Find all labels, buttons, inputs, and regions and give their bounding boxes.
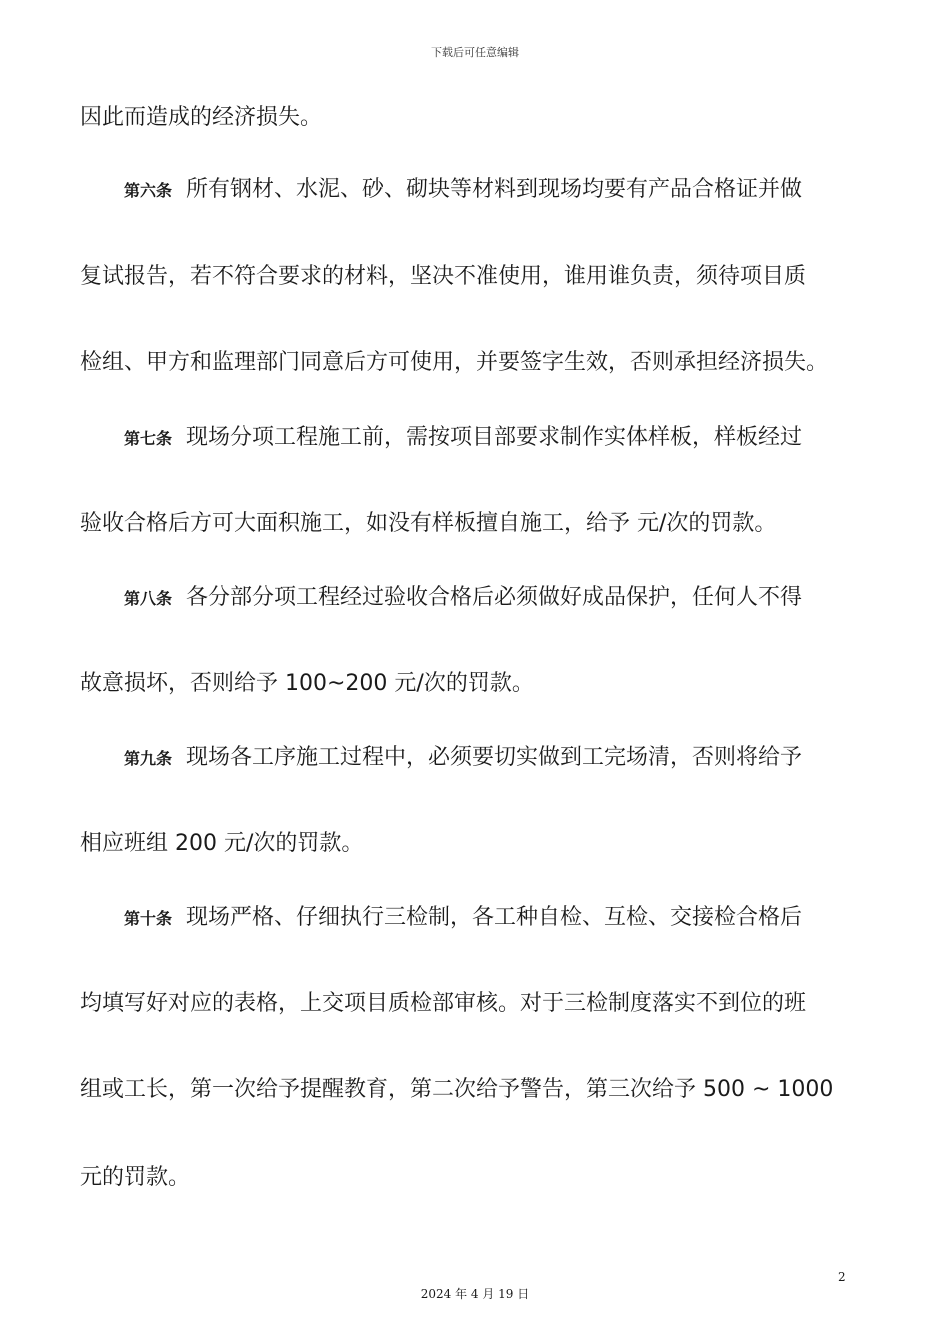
- article-line: [124, 743, 914, 774]
- text-line: [80, 1163, 870, 1193]
- line-text: 现场严格、仔细执行三检制，各工种自检、互检、交接检合格后: [186, 905, 803, 930]
- article-label: 第六条: [124, 181, 173, 200]
- line-text: 元的罚款。: [80, 1165, 191, 1190]
- page-header: 下载后可任意编辑: [431, 46, 519, 59]
- line-text: 因此而造成的经济损失。: [80, 105, 323, 130]
- line-text: 所有钢材、水泥、砂、砌块等材料到现场均要有产品合格证并做: [186, 177, 803, 202]
- line-text: 现场各工序施工过程中，必须要切实做到工完场清，否则将给予: [186, 745, 803, 770]
- text-line: [80, 669, 870, 699]
- text-line: [80, 103, 870, 133]
- line-text: 均填写好对应的表格，上交项目质检部审核。对于三检制度落实不到位的班: [80, 991, 807, 1016]
- line-text: 复试报告，若不符合要求的材料，坚决不准使用，谁用谁负责，须待项目质: [80, 264, 807, 289]
- line-text: 检组、甲方和监理部门同意后方可使用，并要签字生效，否则承担经济损失。: [80, 350, 829, 375]
- article-line: [124, 175, 914, 206]
- article-label: 第八条: [124, 589, 173, 608]
- text-line: [80, 348, 870, 378]
- text-line: [80, 829, 870, 859]
- text-line: [80, 509, 870, 539]
- line-text: 各分部分项工程经过验收合格后必须做好成品保护，任何人不得: [186, 585, 803, 610]
- text-line: [80, 262, 870, 292]
- article-line: [124, 583, 914, 614]
- article-line: [124, 903, 914, 934]
- page-number: 2: [838, 1270, 846, 1284]
- line-text: 故意损坏，否则给予 100~200 元/次的罚款。: [80, 671, 534, 696]
- article-label: 第九条: [124, 749, 173, 768]
- line-text: 验收合格后方可大面积施工，如没有样板擅自施工，给予 元/次的罚款。: [80, 511, 777, 536]
- article-label: 第七条: [124, 429, 173, 448]
- footer-date: 2024 年 4 月 19 日: [420, 1287, 530, 1301]
- article-line: [124, 423, 914, 454]
- line-text: 现场分项工程施工前，需按项目部要求制作实体样板，样板经过: [186, 425, 803, 450]
- article-label: 第十条: [124, 909, 173, 928]
- line-text: 组或工长，第一次给予提醒教育，第二次给予警告，第三次给予 500 ~ 1000: [80, 1077, 834, 1102]
- line-text: 相应班组 200 元/次的罚款。: [80, 831, 364, 856]
- text-line: [80, 1075, 870, 1105]
- text-line: [80, 989, 870, 1019]
